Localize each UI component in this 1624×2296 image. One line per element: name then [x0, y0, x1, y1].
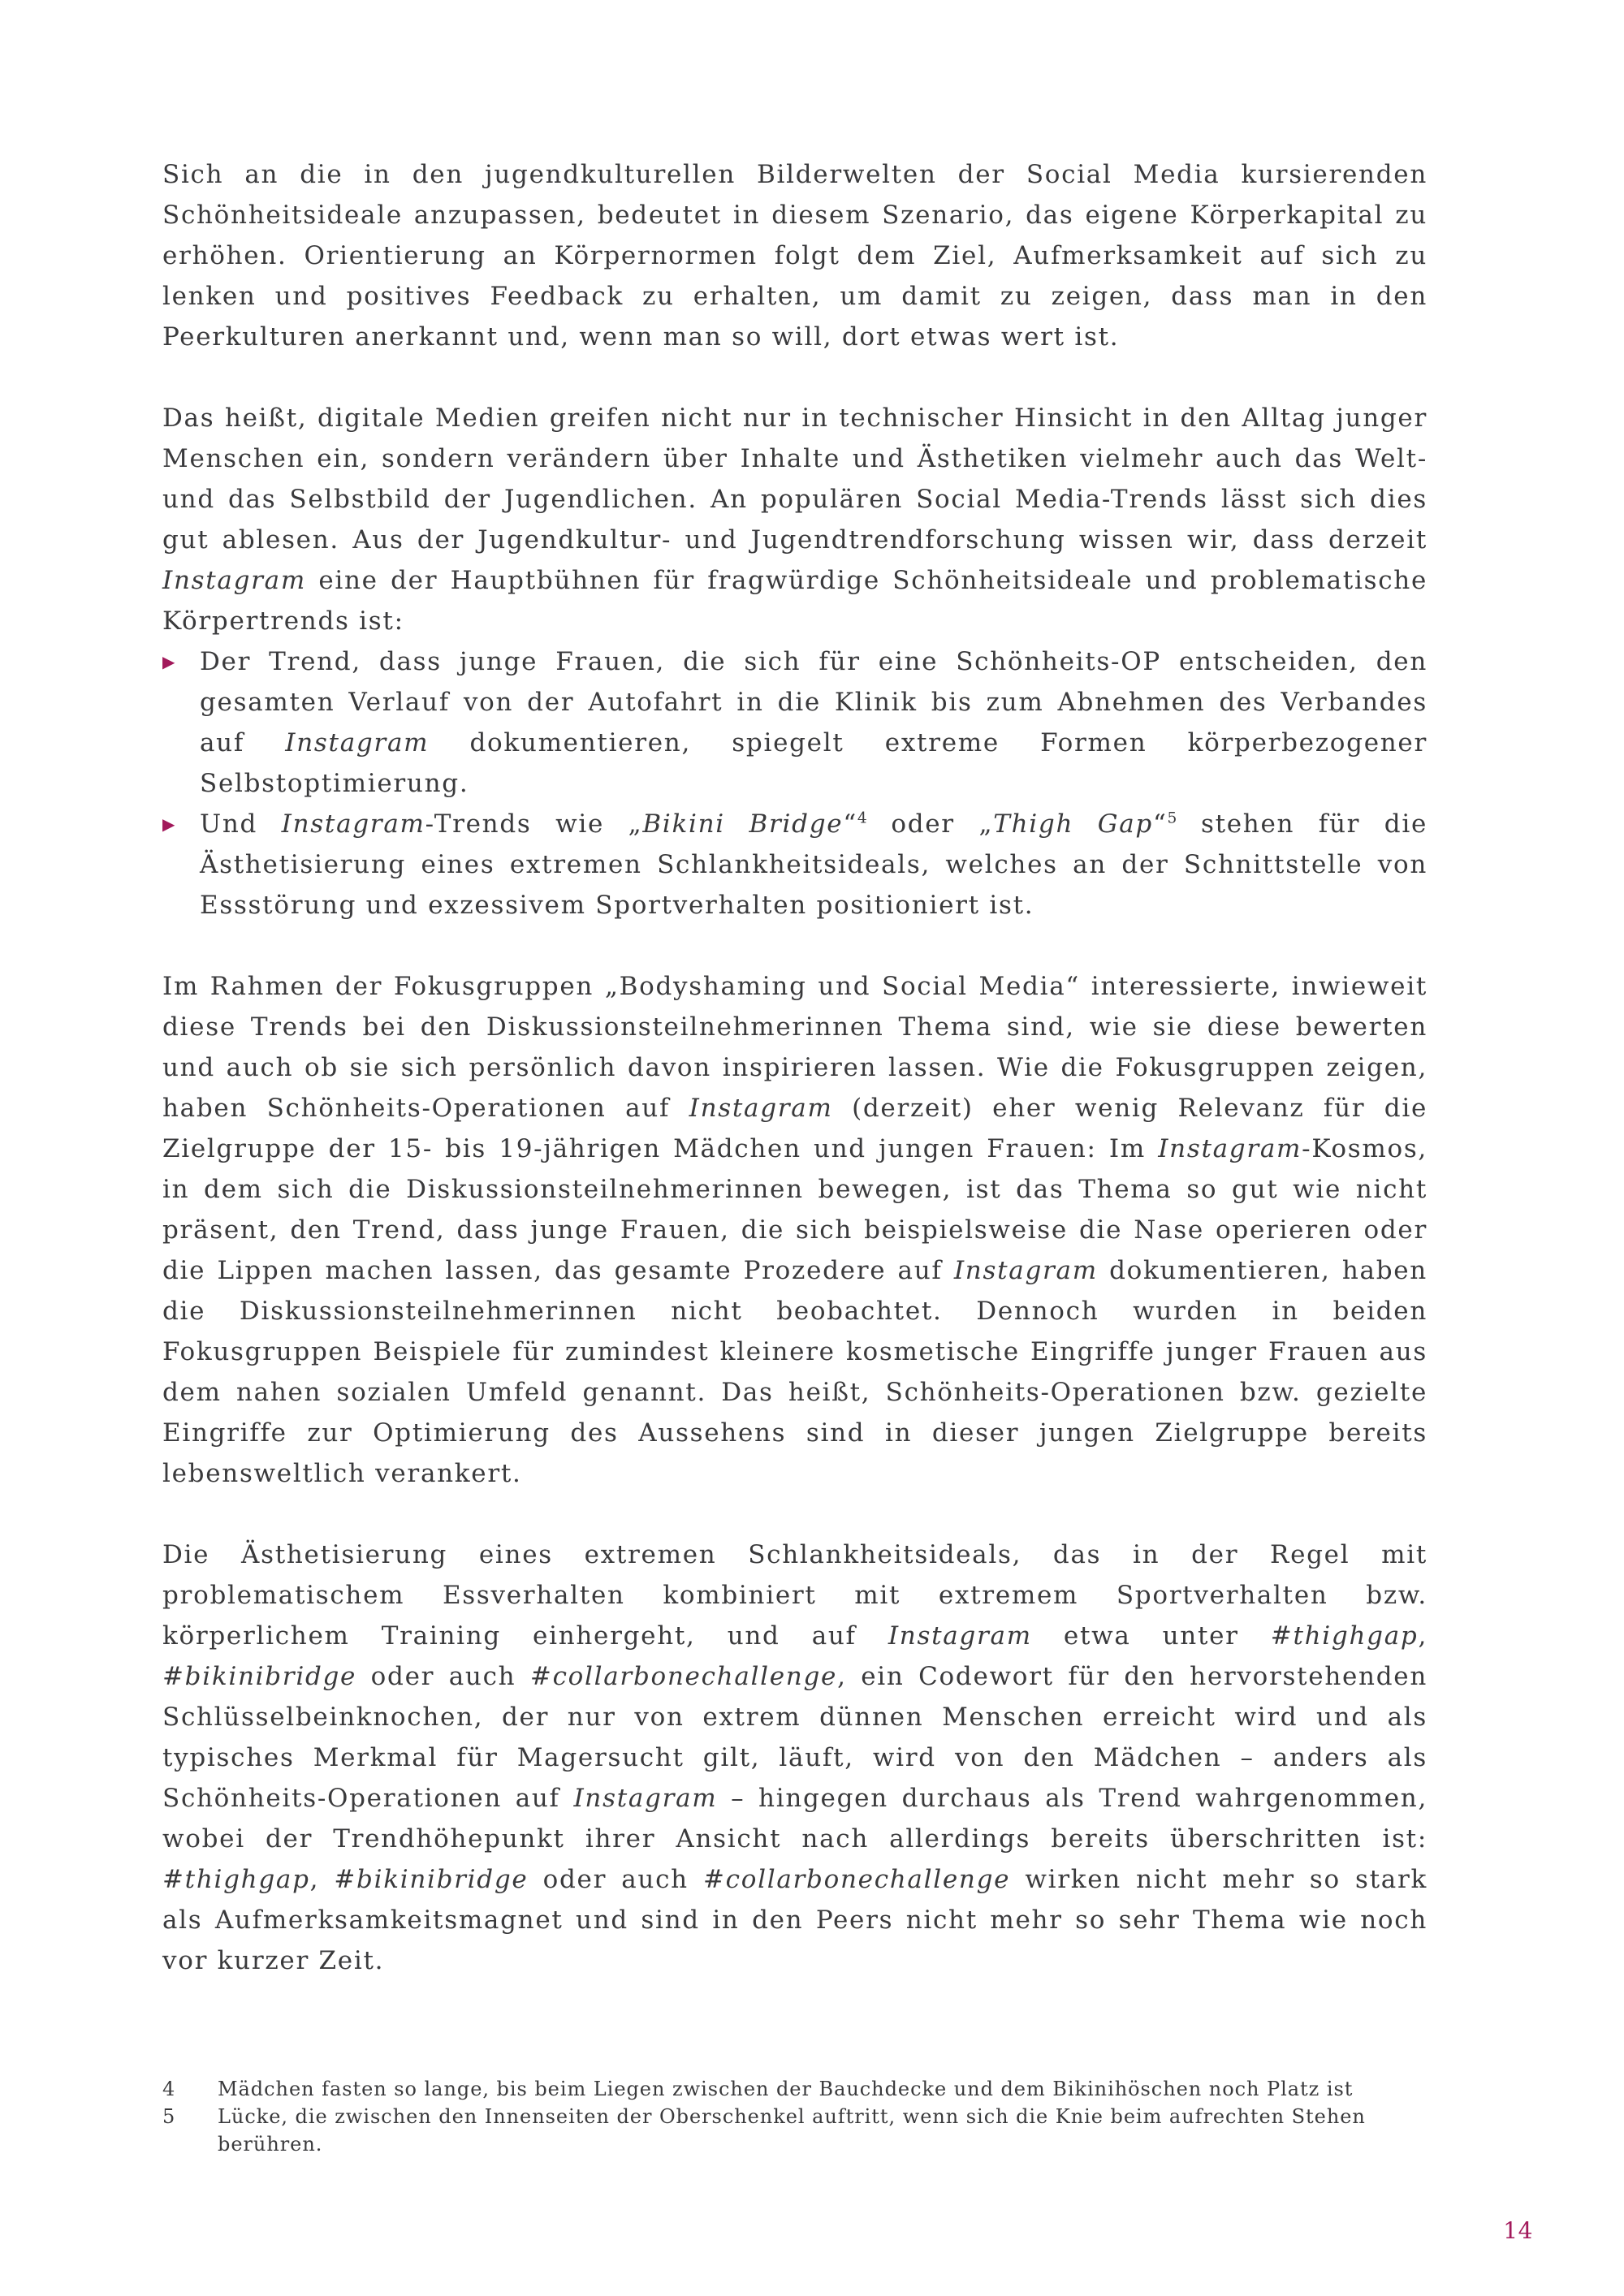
bullet-item	[162, 641, 1427, 804]
emphasized-text: #thighgap	[1270, 1621, 1419, 1651]
footnote	[162, 2103, 1427, 2158]
paragraph	[162, 966, 1427, 1494]
text-run: -Kosmos, in dem sich die Diskussionsteilnehmerinnen bewegen, ist das Thema so gut wie nicht präsent, den Trend, dass junge Frauen, die sich beispielsweise die Nase operieren oder die Lippen machen lassen, das gesamte Prozedere auf	[162, 1134, 1427, 1285]
emphasized-text: #bikinibridge	[162, 1662, 357, 1691]
footnote-number: 4	[162, 2078, 176, 2100]
emphasized-text: Thigh Gap	[993, 809, 1153, 839]
text-run: Der Trend, dass junge Frauen, die sich für eine Schönheits-OP entscheiden, den gesamten Verlauf von der Autofahrt in die Klinik bis zum Abnehmen des Verbandes auf	[200, 647, 1427, 757]
footnote-reference: 4	[857, 809, 867, 827]
footnote-reference: 5	[1167, 809, 1177, 827]
emphasized-text: Bikini Bridge	[642, 809, 844, 839]
paragraph	[162, 398, 1427, 641]
text-run: Sich an die in den jugendkulturellen Bilderwelten der Social Media kursierenden Schönheitsideale anzupassen, bedeutet in diesem Szenario, das eigene Körperkapital zu erhöhen. Orientierung an Körpernormen folgt dem Ziel, Aufmerksamkeit auf sich zu lenken und positives Feedback zu erhalten, um damit zu zeigen, dass man in den Peerkulturen anerkannt und, wenn man so will, dort etwas wert ist.	[162, 160, 1427, 352]
text-run: oder auch	[528, 1865, 703, 1894]
text-run: (derzeit) eher wenig Relevanz für die Zielgruppe der 15- bis 19-jährigen Mädchen und jungen Frauen: Im	[162, 1094, 1428, 1163]
bullet-arrow-icon: ▶	[162, 652, 175, 671]
page-content	[162, 154, 1427, 2022]
footnote-text: Lücke, die zwischen den Innenseiten der Oberschenkel auftritt, wenn sich die Knie beim aufrechten Stehen berühren.	[218, 2105, 1366, 2156]
text-run: dokumentieren, haben die Diskussionsteilnehmerinnen nicht beobachtet. Dennoch wurden in beiden Fokusgruppen Beispiele für zumindest kleinere kosmetische Eingriffe junger Frauen aus dem nahen sozialen Umfeld genannt. Das heißt, Schönheits-Operationen bzw. gezielte Eingriffe zur Optimierung des Aussehens sind in dieser jungen Zielgruppe bereits lebensweltlich verankert.	[162, 1256, 1427, 1488]
text-run: – hingegen durchaus als Trend wahrgenommen, wobei der Trendhöhepunkt ihrer Ansicht nach allerdings bereits überschritten ist:	[162, 1784, 1427, 1854]
bullet-arrow-icon: ▶	[162, 814, 175, 834]
paragraph	[162, 1534, 1427, 1981]
text-run: oder „	[866, 809, 994, 839]
emphasized-text: #bikinibridge	[334, 1865, 529, 1894]
text-run: oder auch	[356, 1662, 530, 1691]
text-run: etwa unter	[1031, 1621, 1271, 1651]
text-run: “	[843, 809, 857, 839]
emphasized-text: Instagram	[285, 728, 430, 757]
emphasized-text: Instagram	[1158, 1134, 1302, 1163]
bullet-item	[162, 804, 1427, 926]
text-run: eine der Hauptbühnen für fragwürdige Schönheitsideale und problematische Körpertrends ist:	[162, 566, 1427, 636]
text-run: Das heißt, digitale Medien greifen nicht nur in technischer Hinsicht in den Alltag junger Menschen ein, sondern verändern über Inhalte und Ästhetiken vielmehr auch das Welt- und das Selbstbild der Jugendlichen. An populären Social Media-Trends lässt sich dies gut ablesen. Aus der Jugendkultur- und Jugendtrendforschung wissen wir, dass derzeit	[162, 404, 1427, 555]
text-run: stehen für die Ästhetisierung eines extremen Schlankheitsideals, welches an der Schnittstelle von Essstörung und exzessivem Sportverhalten positioniert ist.	[200, 809, 1427, 920]
emphasized-text: #collarbonechallenge	[529, 1662, 838, 1691]
text-run: -Trends wie „	[425, 809, 643, 839]
emphasized-text: Instagram	[888, 1621, 1032, 1651]
bullet-text	[200, 804, 1427, 926]
bullet-text	[200, 641, 1427, 804]
emphasized-text: Instagram	[573, 1784, 718, 1813]
text-run: Und	[200, 809, 282, 839]
text-run: ,	[1418, 1621, 1427, 1651]
emphasized-text: Instagram	[281, 809, 425, 839]
text-run: Im Rahmen der Fokusgruppen „Bodyshaming und Social Media“ interessierte, inwieweit diese Trends bei den Diskussionsteilnehmerinnen Thema sind, wie sie diese bewerten und auch ob sie sich persönlich davon inspirieren lassen. Wie die Fokusgruppen zeigen, haben Schönheits-Operationen auf	[162, 972, 1427, 1123]
footnote	[162, 2075, 1427, 2103]
emphasized-text: Instagram	[689, 1094, 833, 1123]
text-run: “	[1152, 809, 1168, 839]
paragraph	[162, 154, 1427, 357]
emphasized-text: Instagram	[953, 1256, 1098, 1285]
page-number: 14	[1503, 2217, 1533, 2244]
footnote-text: Mädchen fasten so lange, bis beim Liegen zwischen der Bauchdecke und dem Bikinihöschen noch Platz ist	[218, 2078, 1354, 2100]
emphasized-text: #thighgap	[162, 1865, 310, 1894]
emphasized-text: #collarbonechallenge	[702, 1865, 1011, 1894]
footnote-number: 5	[162, 2105, 176, 2128]
emphasized-text: Instagram	[162, 566, 306, 595]
text-run: wirken nicht mehr so stark als Aufmerksamkeitsmagnet und sind in den Peers nicht mehr so sehr Thema wie noch vor kurzer Zeit.	[162, 1865, 1428, 1975]
footnotes-section	[162, 2075, 1427, 2158]
text-run: dokumentieren, spiegelt extreme Formen körperbezogener Selbstoptimierung.	[200, 728, 1427, 798]
text-run: ,	[309, 1865, 335, 1894]
text-run: , ein Codewort für den hervorstehenden Schlüsselbeinknochen, der nur von extrem dünnen Menschen erreicht wird und als typisches Merkmal für Magersucht gilt, läuft, wird von den Mädchen – anders als Schönheits-Operationen auf	[162, 1662, 1428, 1813]
text-run: Die Ästhetisierung eines extremen Schlankheitsideals, das in der Regel mit problematischem Essverhalten kombiniert mit extremem Sportverhalten bzw. körperlichem Training einhergeht, und auf	[162, 1540, 1427, 1651]
